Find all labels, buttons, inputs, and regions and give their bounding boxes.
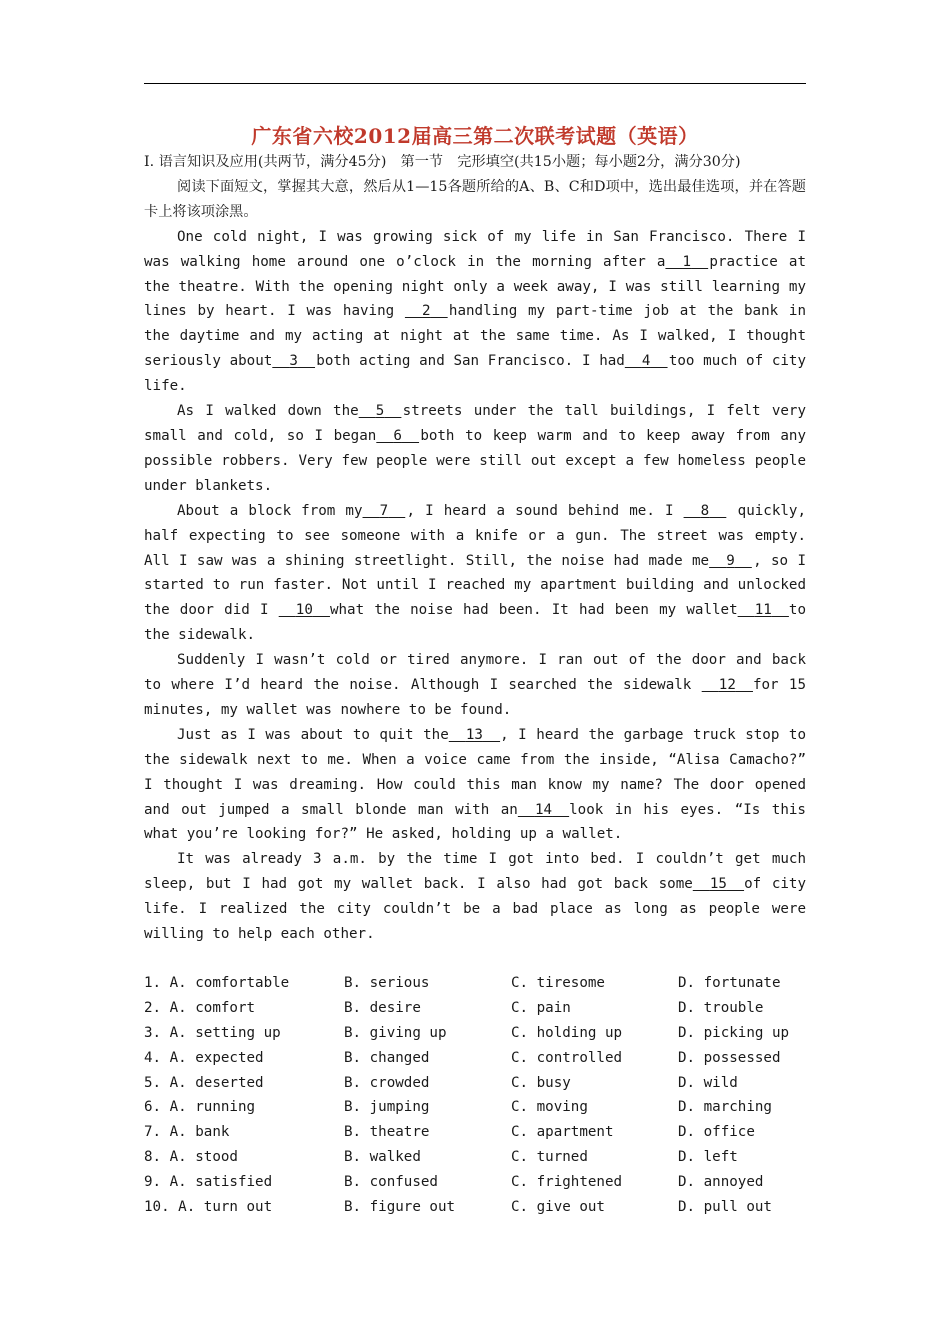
- option-c: C. apartment: [511, 1124, 614, 1141]
- option-row-4: [144, 1046, 806, 1071]
- blank-5: 5: [375, 403, 385, 420]
- passage-text: , I heard the garbage truck stop to the sidewalk next to me. When a voice came from the inside, “Alisa Camacho?” I thought I was dreaming. How could this man know my name? The door opened and out jumped a small blonde man with an: [144, 726, 806, 818]
- passage-text: , I heard a sound behind me. I: [406, 502, 674, 519]
- passage-text: of city life. I realized the city couldn’t be a bad place as long as people were willing to help each other.: [144, 876, 806, 943]
- option-d: D. marching: [678, 1099, 772, 1116]
- option-b: B. jumping: [344, 1099, 430, 1116]
- option-c: C. frightened: [511, 1174, 623, 1191]
- option-row-10: [144, 1195, 806, 1220]
- option-row-9: [144, 1170, 806, 1195]
- passage-text: One cold night, I was growing sick of my life in San Francisco. There I was walking home around one o’clock in the morning after a: [144, 228, 806, 270]
- passage-text: look in his eyes. “Is this what you’re looking for?” He asked, holding up a wallet.: [144, 801, 806, 843]
- option-b: B. crowded: [344, 1074, 430, 1091]
- option-b: B. confused: [344, 1174, 438, 1191]
- option-c: C. moving: [511, 1099, 588, 1116]
- option-d: D. picking up: [678, 1024, 790, 1041]
- option-row-3: [144, 1021, 806, 1046]
- option-b: B. desire: [344, 999, 421, 1016]
- option-d: D. left: [678, 1149, 738, 1166]
- blank-11: 11: [754, 602, 772, 619]
- section-header: Ⅰ. 语言知识及应用(共两节，满分45分) 第一节 完形填空(共15小题；每小题2分，满分30分): [144, 154, 741, 170]
- blank-2: 2: [422, 303, 431, 320]
- option-d: D. trouble: [678, 999, 764, 1016]
- option-d: D. fortunate: [678, 975, 781, 991]
- passage-text: It was already 3 a.m. by the time I got into bed. I couldn’t get much sleep, but I had got my wallet back. I also had got back some: [144, 851, 806, 893]
- instructions: 阅读下面短文，掌握其大意，然后从1—15各题所给的A、B、C和D项中，选出最佳选项，并在答题卡上将该项涂黑。: [144, 178, 806, 220]
- blank-4: 4: [641, 353, 651, 370]
- passage-text: About a block from my: [177, 502, 363, 519]
- blank-1: 1: [682, 253, 692, 270]
- passage-paragraph-6: [144, 847, 806, 947]
- passage-text: handling my part-time job at the bank in the daytime and my acting at night at the same time. As I walked, I thought seriously about: [144, 303, 806, 370]
- option-a: 3. A. setting up: [144, 1024, 281, 1041]
- passage-text: quickly, half expecting to see someone with a knife or a gun. The street was empty. All I saw was a shining streetlight. Still, the noise had made me: [144, 502, 806, 569]
- header-rule: [144, 83, 806, 84]
- passage-text: to the sidewalk.: [144, 602, 806, 644]
- blank-3: 3: [289, 353, 298, 370]
- option-a: 9. A. satisfied: [144, 1174, 273, 1191]
- option-d: D. annoyed: [678, 1174, 764, 1191]
- option-b: B. changed: [344, 1049, 430, 1066]
- option-row-8: [144, 1145, 806, 1170]
- answer-options: [144, 971, 806, 1220]
- passage-text: for 15 minutes, my wallet was nowhere to be found.: [144, 677, 806, 718]
- option-a: 6. A. running: [144, 1099, 256, 1116]
- exam-body: [144, 150, 806, 947]
- option-d: D. wild: [678, 1074, 738, 1091]
- option-d: D. pull out: [678, 1199, 772, 1216]
- passage-paragraph-1: [144, 225, 806, 399]
- passage-paragraph-2: [144, 399, 806, 499]
- blank-10: 10: [295, 602, 313, 619]
- option-c: C. pain: [511, 999, 571, 1016]
- option-b: B. theatre: [344, 1124, 430, 1141]
- option-c: C. turned: [511, 1149, 588, 1166]
- passage-text: streets under the tall buildings, I felt very small and cold, so I began: [144, 403, 806, 444]
- passage-text: too much of city life.: [144, 353, 807, 395]
- passage-text: both to keep warm and to keep away from any possible robbers. Very few people were still out except a few homeless people under blankets.: [144, 427, 806, 494]
- blank-8: 8: [700, 502, 710, 519]
- option-b: B. figure out: [344, 1199, 456, 1216]
- option-b: B. serious: [344, 975, 430, 991]
- option-a: 4. A. expected: [144, 1049, 264, 1066]
- option-a: 10. A. turn out: [144, 1199, 273, 1216]
- option-b: B. giving up: [344, 1024, 447, 1041]
- blank-7: 7: [379, 502, 389, 519]
- option-a: 5. A. deserted: [144, 1074, 264, 1091]
- blank-9: 9: [726, 552, 735, 569]
- option-row-7: [144, 1120, 806, 1145]
- option-c: C. holding up: [511, 1024, 623, 1041]
- option-b: B. walked: [344, 1149, 421, 1166]
- passage-text: As I walked down the: [177, 403, 359, 420]
- option-d: D. office: [678, 1124, 755, 1141]
- option-row-6: [144, 1095, 806, 1120]
- passage-paragraph-4: [144, 648, 806, 723]
- passage-text: , so I started to run faster. Not until I reached my apartment building and unlocked the door did I: [144, 552, 806, 619]
- option-a: 2. A. comfort: [144, 999, 256, 1016]
- passage-text: Suddenly I wasn’t cold or tired anymore. I ran out of the door and back to where I’d heard the noise. Although I searched the sidewalk: [144, 652, 806, 694]
- option-row-2: [144, 996, 806, 1021]
- option-row-5: [144, 1071, 806, 1096]
- option-d: D. possessed: [678, 1049, 781, 1066]
- option-a: 1. A. comfortable: [144, 975, 290, 991]
- passage-paragraph-5: [144, 723, 806, 848]
- option-c: C. controlled: [511, 1049, 623, 1066]
- option-a: 7. A. bank: [144, 1124, 230, 1141]
- blank-13: 13: [465, 726, 483, 743]
- blank-15: 15: [709, 876, 727, 893]
- option-c: C. busy: [511, 1074, 571, 1091]
- option-row-1: [144, 971, 806, 996]
- passage-text: both acting and San Francisco. I had: [316, 353, 625, 370]
- blank-14: 14: [534, 801, 553, 818]
- passage-paragraph-3: [144, 499, 806, 648]
- passage-text: what the noise had been. It had been my wallet: [329, 602, 738, 619]
- option-c: C. tiresome: [511, 975, 605, 991]
- exam-title: 广东省六校2012届高三第二次联考试题（英语）: [251, 124, 699, 148]
- passage-text: practice at the theatre. With the opening night only a week away, I was still learning my lines by heart. I was having: [144, 253, 806, 320]
- blank-6: 6: [393, 427, 402, 444]
- blank-12: 12: [718, 677, 736, 694]
- option-a: 8. A. stood: [144, 1149, 238, 1166]
- option-c: C. give out: [511, 1199, 605, 1216]
- passage-text: Just as I was about to quit the: [177, 726, 449, 743]
